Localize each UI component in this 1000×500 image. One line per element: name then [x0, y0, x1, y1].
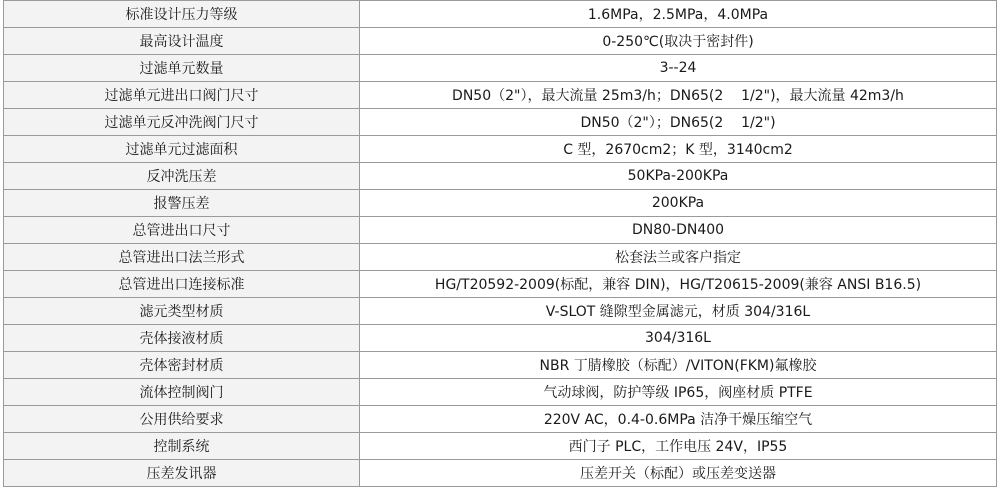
row-value: DN50（2"），最大流量 25m3/h；DN65(2 1/2")，最大流量 42m3/h — [360, 82, 997, 109]
row-label: 过滤单元数量 — [4, 55, 360, 82]
table-row — [4, 136, 997, 163]
table-row — [4, 217, 997, 244]
row-value: 50KPa-200KPa — [360, 163, 997, 190]
row-label: 过滤单元反冲洗阀门尺寸 — [4, 109, 360, 136]
table-row — [4, 1, 997, 28]
row-label: 压差发讯器 — [4, 460, 360, 487]
row-label: 标准设计压力等级 — [4, 1, 360, 28]
row-value: 气动球阀，防护等级 IP65，阀座材质 PTFE — [360, 379, 997, 406]
row-value: DN50（2"）；DN65(2 1/2") — [360, 109, 997, 136]
row-label: 总管进出口法兰形式 — [4, 244, 360, 271]
row-value: C 型，2670cm2；K 型，3140cm2 — [360, 136, 997, 163]
row-value: 3--24 — [360, 55, 997, 82]
row-value: 220V AC，0.4-0.6MPa 洁净干燥压缩空气 — [360, 406, 997, 433]
row-value: 0-250℃(取决于密封件) — [360, 28, 997, 55]
table-row — [4, 244, 997, 271]
row-value: 松套法兰或客户指定 — [360, 244, 997, 271]
row-value: HG/T20592-2009(标配，兼容 DIN)，HG/T20615-2009(兼容 ANSI B16.5) — [360, 271, 997, 298]
table-row — [4, 82, 997, 109]
table-row — [4, 298, 997, 325]
table-row — [4, 433, 997, 460]
row-value: 1.6MPa，2.5MPa，4.0MPa — [360, 1, 997, 28]
row-label: 报警压差 — [4, 190, 360, 217]
table-row — [4, 163, 997, 190]
row-label: 壳体密封材质 — [4, 352, 360, 379]
row-label: 总管进出口尺寸 — [4, 217, 360, 244]
row-value: DN80-DN400 — [360, 217, 997, 244]
row-label: 壳体接液材质 — [4, 325, 360, 352]
row-label: 过滤单元进出口阀门尺寸 — [4, 82, 360, 109]
row-label: 最高设计温度 — [4, 28, 360, 55]
row-label: 反冲洗压差 — [4, 163, 360, 190]
row-value: NBR 丁腈橡胶（标配）/VITON(FKM)氟橡胶 — [360, 352, 997, 379]
table-row — [4, 55, 997, 82]
table-row — [4, 379, 997, 406]
row-value: 西门子 PLC，工作电压 24V，IP55 — [360, 433, 997, 460]
row-value: 200KPa — [360, 190, 997, 217]
row-label: 总管进出口连接标准 — [4, 271, 360, 298]
table-row — [4, 352, 997, 379]
spec-table-body — [4, 1, 997, 487]
row-label: 滤元类型材质 — [4, 298, 360, 325]
row-label: 过滤单元过滤面积 — [4, 136, 360, 163]
table-row — [4, 460, 997, 487]
table-row — [4, 28, 997, 55]
table-row — [4, 109, 997, 136]
table-row — [4, 325, 997, 352]
table-row — [4, 190, 997, 217]
row-value: 压差开关（标配）或压差变送器 — [360, 460, 997, 487]
row-label: 流体控制阀门 — [4, 379, 360, 406]
row-label: 公用供给要求 — [4, 406, 360, 433]
row-value: 304/316L — [360, 325, 997, 352]
table-row — [4, 271, 997, 298]
table-row — [4, 406, 997, 433]
spec-table — [3, 0, 997, 487]
row-label: 控制系统 — [4, 433, 360, 460]
row-value: V-SLOT 缝隙型金属滤元，材质 304/316L — [360, 298, 997, 325]
